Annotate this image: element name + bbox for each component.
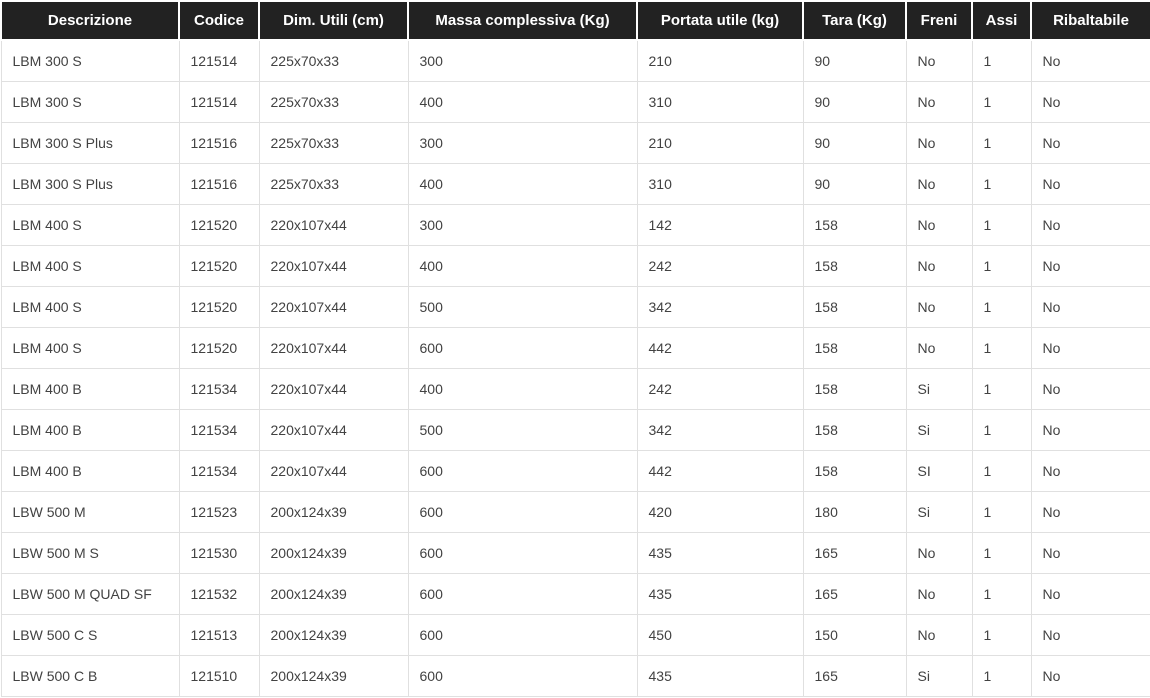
table-cell: 1: [972, 369, 1031, 410]
column-header-massa-complessiva-kg: Massa complessiva (Kg): [408, 1, 637, 40]
table-cell: 158: [803, 328, 906, 369]
table-cell: LBM 400 B: [1, 410, 179, 451]
table-cell: 400: [408, 82, 637, 123]
table-cell: 600: [408, 615, 637, 656]
table-row: [1, 451, 1150, 492]
table-cell: 165: [803, 533, 906, 574]
table-cell: 450: [637, 615, 803, 656]
table-cell: No: [906, 615, 972, 656]
table-cell: 1: [972, 205, 1031, 246]
table-cell: 242: [637, 369, 803, 410]
table-cell: 121516: [179, 123, 259, 164]
table-cell: LBM 300 S Plus: [1, 123, 179, 164]
table-cell: 1: [972, 451, 1031, 492]
table-cell: No: [906, 287, 972, 328]
table-cell: 158: [803, 369, 906, 410]
table-cell: No: [906, 533, 972, 574]
table-cell: No: [906, 328, 972, 369]
table-cell: No: [1031, 615, 1150, 656]
table-cell: No: [906, 40, 972, 82]
table-cell: 200x124x39: [259, 615, 408, 656]
table-cell: LBM 300 S Plus: [1, 164, 179, 205]
table-cell: 121520: [179, 205, 259, 246]
table-cell: 220x107x44: [259, 205, 408, 246]
table-cell: LBM 400 B: [1, 369, 179, 410]
table-row: [1, 287, 1150, 328]
table-cell: 310: [637, 82, 803, 123]
table-cell: 121513: [179, 615, 259, 656]
table-cell: 1: [972, 246, 1031, 287]
table-row: [1, 246, 1150, 287]
table-cell: 121534: [179, 369, 259, 410]
table-cell: No: [1031, 40, 1150, 82]
table-row: [1, 40, 1150, 82]
table-cell: 121534: [179, 451, 259, 492]
table-cell: 342: [637, 287, 803, 328]
table-cell: 500: [408, 287, 637, 328]
table-cell: 600: [408, 656, 637, 697]
table-cell: No: [1031, 328, 1150, 369]
table-cell: No: [906, 205, 972, 246]
table-row: [1, 615, 1150, 656]
table-cell: 210: [637, 40, 803, 82]
table-cell: No: [1031, 369, 1150, 410]
table-cell: 200x124x39: [259, 492, 408, 533]
table-cell: 150: [803, 615, 906, 656]
table-cell: No: [1031, 246, 1150, 287]
table-cell: 200x124x39: [259, 533, 408, 574]
table-row: [1, 328, 1150, 369]
table-cell: 180: [803, 492, 906, 533]
table-row: [1, 492, 1150, 533]
table-cell: 300: [408, 40, 637, 82]
table-cell: 158: [803, 205, 906, 246]
table-cell: 420: [637, 492, 803, 533]
table-cell: No: [1031, 533, 1150, 574]
table-cell: 242: [637, 246, 803, 287]
table-body: [1, 40, 1150, 697]
table-cell: 1: [972, 164, 1031, 205]
table-cell: 220x107x44: [259, 328, 408, 369]
table-cell: 1: [972, 410, 1031, 451]
table-cell: 220x107x44: [259, 369, 408, 410]
table-cell: 121520: [179, 328, 259, 369]
column-header-assi: Assi: [972, 1, 1031, 40]
table-cell: 158: [803, 246, 906, 287]
column-header-tara-kg: Tara (Kg): [803, 1, 906, 40]
table-cell: 121530: [179, 533, 259, 574]
table-cell: 1: [972, 328, 1031, 369]
table-cell: No: [906, 246, 972, 287]
table-cell: 300: [408, 205, 637, 246]
table-cell: 435: [637, 574, 803, 615]
table-cell: No: [906, 123, 972, 164]
header-row: [1, 1, 1150, 40]
column-header-freni: Freni: [906, 1, 972, 40]
table-cell: 600: [408, 492, 637, 533]
table-cell: 142: [637, 205, 803, 246]
table-cell: LBW 500 M QUAD SF: [1, 574, 179, 615]
table-cell: LBM 400 S: [1, 246, 179, 287]
table-cell: 158: [803, 287, 906, 328]
table-row: [1, 123, 1150, 164]
table-row: [1, 369, 1150, 410]
table-cell: 1: [972, 82, 1031, 123]
table-row: [1, 82, 1150, 123]
table-cell: 342: [637, 410, 803, 451]
table-cell: LBM 300 S: [1, 82, 179, 123]
table-cell: 442: [637, 451, 803, 492]
table-cell: 210: [637, 123, 803, 164]
table-cell: LBW 500 M S: [1, 533, 179, 574]
table-cell: No: [1031, 82, 1150, 123]
table-cell: 121534: [179, 410, 259, 451]
column-header-codice: Codice: [179, 1, 259, 40]
table-cell: LBW 500 M: [1, 492, 179, 533]
table-row: [1, 410, 1150, 451]
table-cell: 220x107x44: [259, 451, 408, 492]
table-cell: No: [906, 574, 972, 615]
table-cell: 600: [408, 574, 637, 615]
table-cell: No: [1031, 164, 1150, 205]
table-cell: LBW 500 C S: [1, 615, 179, 656]
table-cell: 121516: [179, 164, 259, 205]
table-cell: 400: [408, 246, 637, 287]
table-cell: No: [1031, 410, 1150, 451]
table-cell: LBM 400 S: [1, 328, 179, 369]
table-row: [1, 205, 1150, 246]
table-cell: 220x107x44: [259, 287, 408, 328]
table-cell: 121520: [179, 287, 259, 328]
table-cell: No: [1031, 656, 1150, 697]
table-cell: Si: [906, 410, 972, 451]
table-cell: 600: [408, 533, 637, 574]
table-cell: LBM 400 B: [1, 451, 179, 492]
column-header-ribaltabile: Ribaltabile: [1031, 1, 1150, 40]
table-row: [1, 164, 1150, 205]
table-cell: 121532: [179, 574, 259, 615]
table-cell: 600: [408, 451, 637, 492]
table-cell: 1: [972, 533, 1031, 574]
table-cell: 90: [803, 82, 906, 123]
table-cell: LBM 300 S: [1, 40, 179, 82]
table-cell: No: [1031, 123, 1150, 164]
table-cell: No: [1031, 451, 1150, 492]
table-cell: 1: [972, 287, 1031, 328]
table-cell: 442: [637, 328, 803, 369]
table-cell: SI: [906, 451, 972, 492]
table-cell: 200x124x39: [259, 574, 408, 615]
table-cell: 400: [408, 369, 637, 410]
table-cell: No: [1031, 574, 1150, 615]
table-cell: 165: [803, 656, 906, 697]
table-cell: Si: [906, 656, 972, 697]
table-cell: Si: [906, 369, 972, 410]
column-header-descrizione: Descrizione: [1, 1, 179, 40]
table-cell: 310: [637, 164, 803, 205]
table-cell: No: [1031, 287, 1150, 328]
table-cell: 600: [408, 328, 637, 369]
column-header-portata-utile-kg: Portata utile (kg): [637, 1, 803, 40]
table-cell: 225x70x33: [259, 123, 408, 164]
table-row: [1, 574, 1150, 615]
table-cell: LBW 500 C B: [1, 656, 179, 697]
table-cell: 400: [408, 164, 637, 205]
table-cell: 121514: [179, 40, 259, 82]
table-row: [1, 533, 1150, 574]
table-cell: 435: [637, 533, 803, 574]
table-cell: 1: [972, 574, 1031, 615]
table-cell: 90: [803, 40, 906, 82]
table-cell: 200x124x39: [259, 656, 408, 697]
table-cell: 121514: [179, 82, 259, 123]
table-cell: No: [1031, 492, 1150, 533]
table-cell: 225x70x33: [259, 82, 408, 123]
column-header-dim-utili-cm: Dim. Utili (cm): [259, 1, 408, 40]
table-cell: 121520: [179, 246, 259, 287]
table-cell: 165: [803, 574, 906, 615]
table-cell: 220x107x44: [259, 410, 408, 451]
table-cell: 435: [637, 656, 803, 697]
table-cell: No: [906, 82, 972, 123]
table-cell: 90: [803, 123, 906, 164]
table-cell: Si: [906, 492, 972, 533]
table-cell: 1: [972, 123, 1031, 164]
table-cell: 220x107x44: [259, 246, 408, 287]
table-cell: 158: [803, 451, 906, 492]
table-cell: No: [1031, 205, 1150, 246]
table-cell: 1: [972, 492, 1031, 533]
table-cell: 121510: [179, 656, 259, 697]
table-cell: 225x70x33: [259, 164, 408, 205]
table-cell: 90: [803, 164, 906, 205]
table-cell: LBM 400 S: [1, 287, 179, 328]
table-cell: 1: [972, 40, 1031, 82]
table-cell: LBM 400 S: [1, 205, 179, 246]
table-cell: 158: [803, 410, 906, 451]
table-cell: 300: [408, 123, 637, 164]
table-cell: 1: [972, 656, 1031, 697]
table-cell: 121523: [179, 492, 259, 533]
table-cell: 500: [408, 410, 637, 451]
table-cell: 225x70x33: [259, 40, 408, 82]
table-cell: No: [906, 164, 972, 205]
table-cell: 1: [972, 615, 1031, 656]
table-row: [1, 656, 1150, 697]
